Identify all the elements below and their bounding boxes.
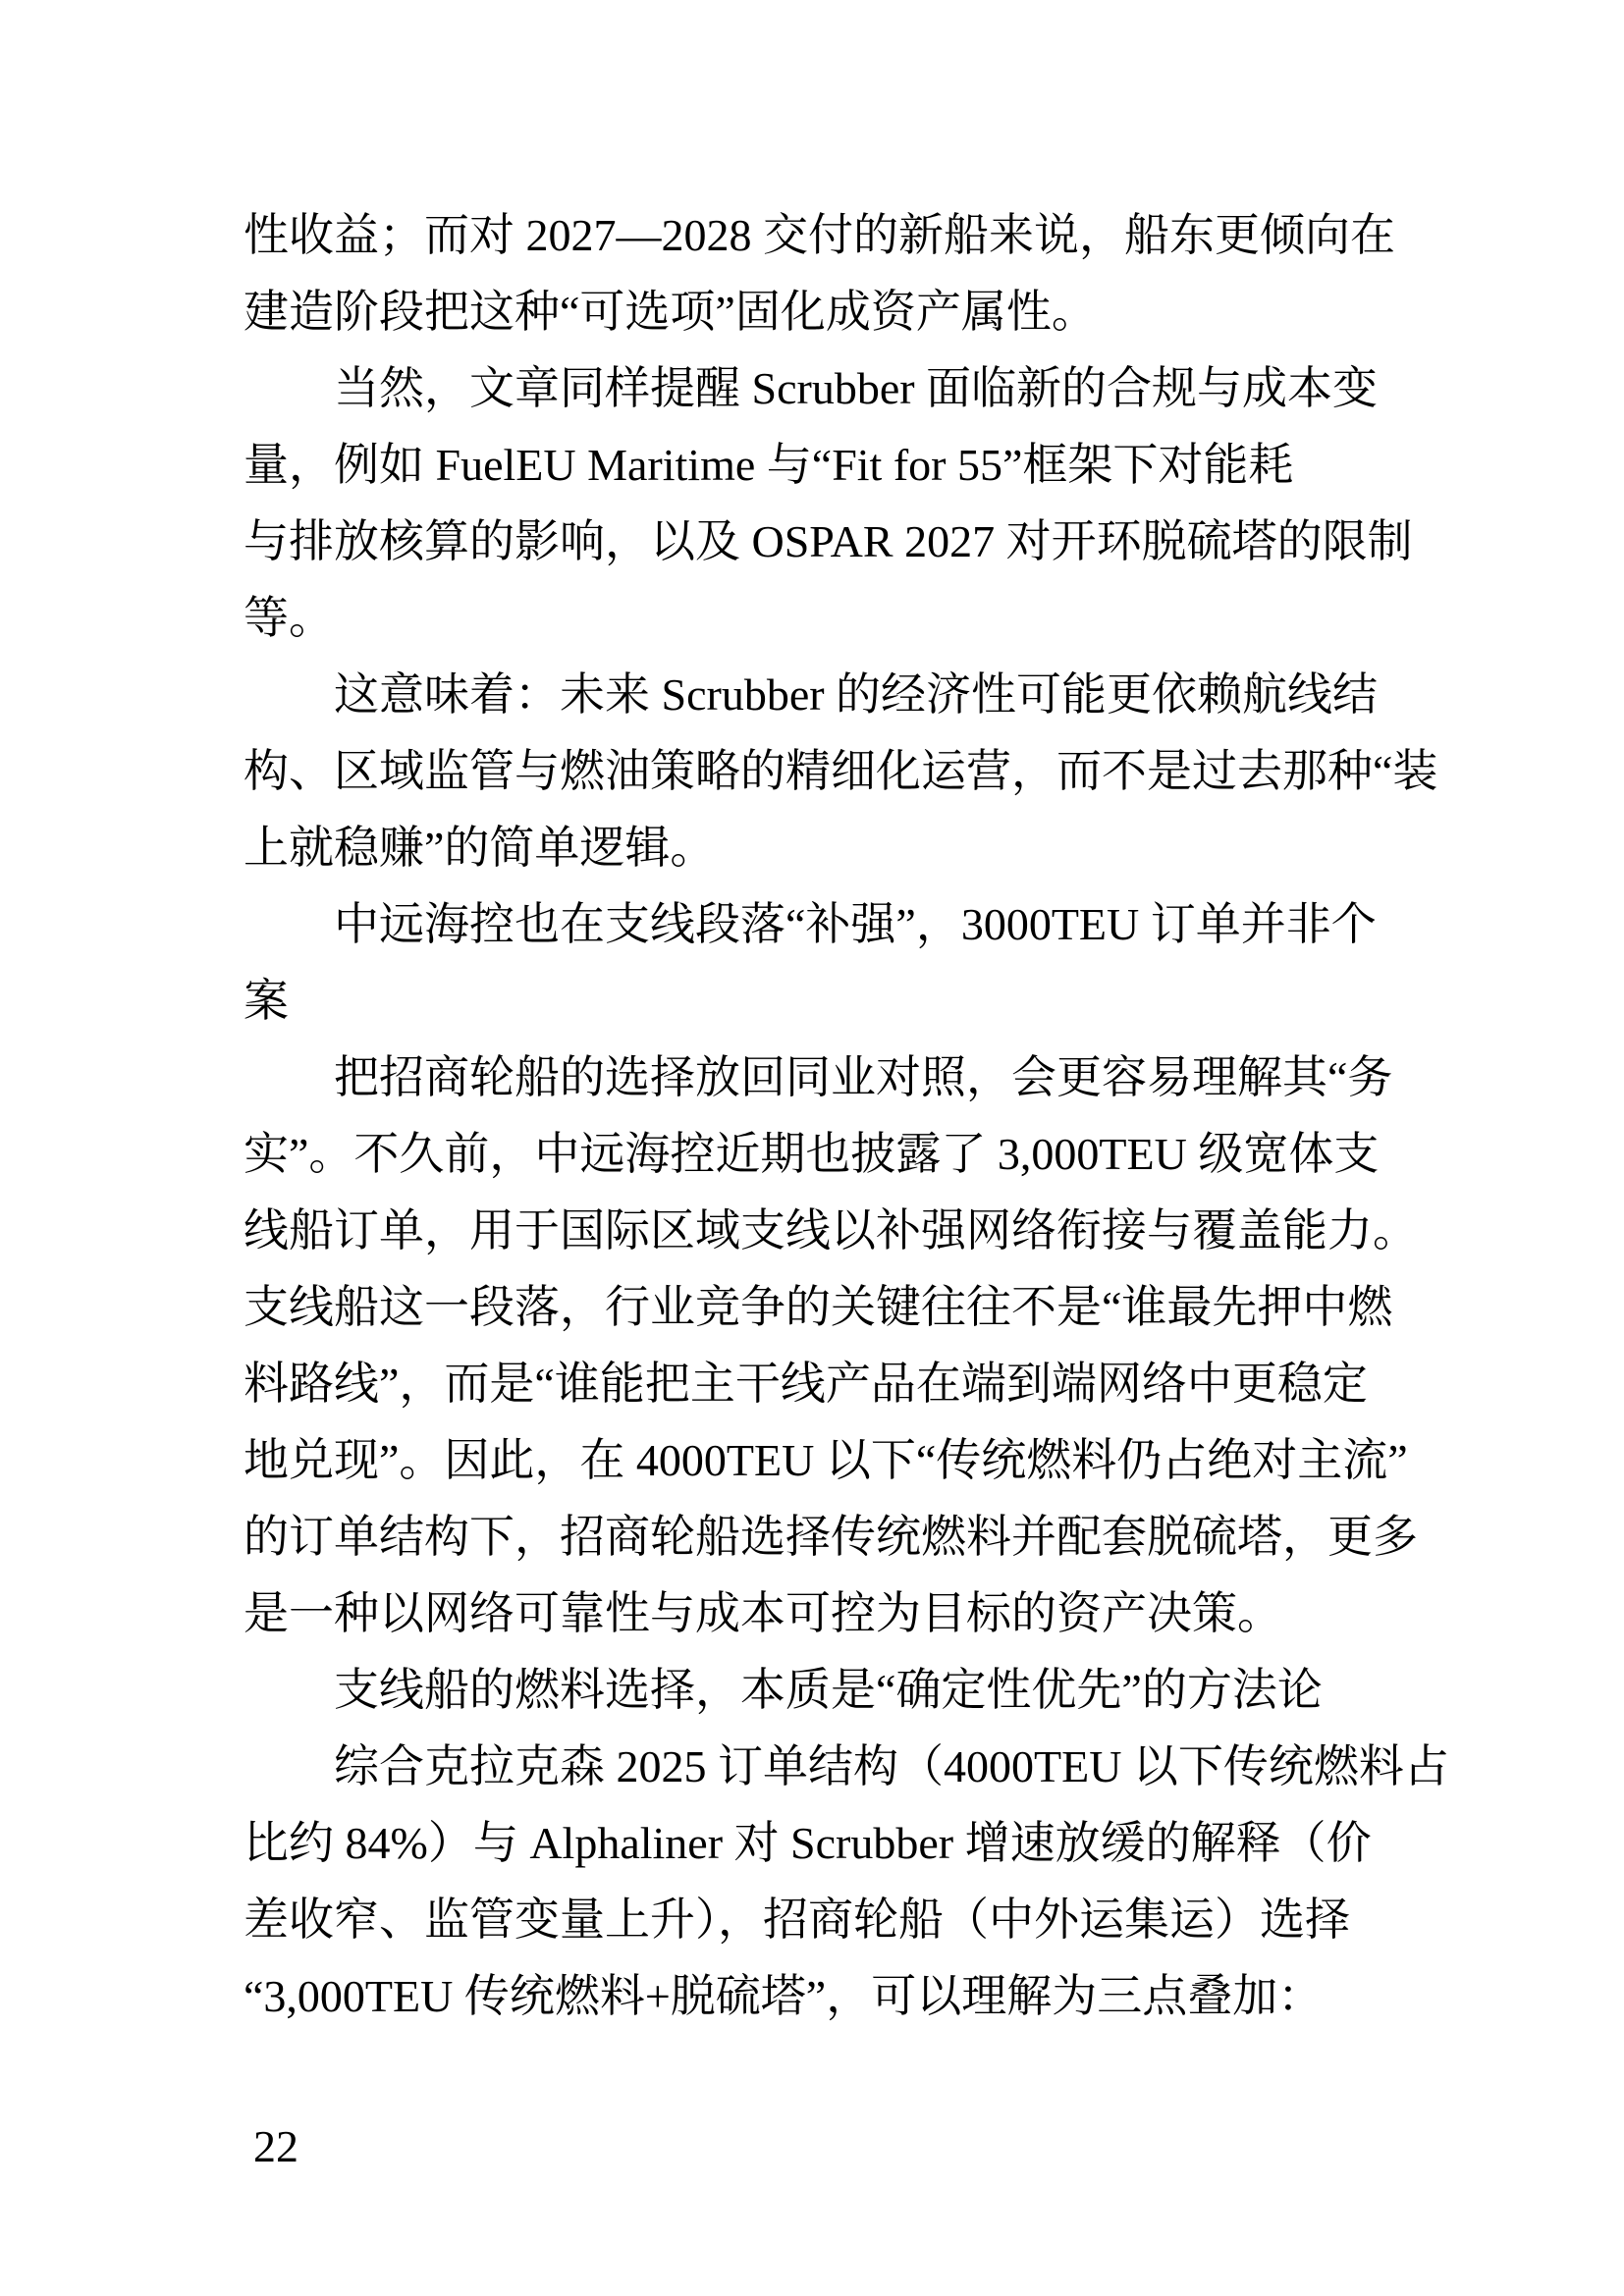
text-line: 差收窄、监管变量上升），招商轮船（中外运集运）选择 — [244, 1895, 1350, 1945]
page-number: 22 — [253, 2121, 298, 2171]
text-line: 料路线”，而是“谁能把主干线产品在端到端网络中更稳定 — [244, 1359, 1368, 1409]
text-line: 支线船这一段落，行业竞争的关键往往不是“谁最先押中燃 — [244, 1282, 1393, 1332]
text-line: 等。 — [244, 593, 334, 643]
text-line: 中远海控也在支线段落“补强”，3000TEU 订单并非个 — [334, 899, 1377, 949]
text-line: 建造阶段把这种“可选项”固化成资产属性。 — [244, 287, 1097, 337]
text-line: 实”。不久前，中远海控近期也披露了 3,000TEU 级宽体支 — [244, 1129, 1380, 1179]
text-line: 支线船的燃料选择，本质是“确定性优先”的方法论 — [334, 1665, 1323, 1715]
text-line: 线船订单，用于国际区域支线以补强网络衔接与覆盖能力。 — [244, 1205, 1418, 1255]
text-line: 的订单结构下，招商轮船选择传统燃料并配套脱硫塔，更多 — [244, 1512, 1418, 1562]
text-line: 这意味着：未来 Scrubber 的经济性可能更依赖航线结 — [334, 669, 1379, 720]
text-line: 构、区域监管与燃油策略的精细化运营，而不是过去那种“装 — [244, 746, 1438, 796]
text-line: 综合克拉克森 2025 订单结构（4000TEU 以下传统燃料占 — [334, 1741, 1449, 1791]
text-body — [244, 197, 1449, 2035]
text-line: 性收益；而对 2027—2028 交付的新船来说，船东更倾向在 — [244, 210, 1395, 260]
text-line: 与排放核算的影响，以及 OSPAR 2027 对开环脱硫塔的限制 — [244, 516, 1413, 566]
text-line: 把招商轮船的选择放回同业对照，会更容易理解其“务 — [334, 1052, 1393, 1102]
text-line: “3,000TEU 传统燃料+脱硫塔”，可以理解为三点叠加： — [244, 1971, 1324, 2021]
text-line: 比约 84%）与 Alphaliner 对 Scrubber 增速放缓的解释（价 — [244, 1818, 1372, 1868]
text-line: 上就稳赚”的简单逻辑。 — [244, 823, 716, 873]
text-line: 地兑现”。因此，在 4000TEU 以下“传统燃料仍占绝对主流” — [244, 1435, 1408, 1485]
text-line: 是一种以网络可靠性与成本可控为目标的资产决策。 — [244, 1588, 1282, 1638]
text-line: 当然，文章同样提醒 Scrubber 面临新的合规与成本变 — [334, 363, 1379, 413]
text-line: 案 — [244, 976, 289, 1026]
text-line: 量，例如 FuelEU Maritime 与“Fit for 55”框架下对能耗 — [244, 440, 1294, 490]
